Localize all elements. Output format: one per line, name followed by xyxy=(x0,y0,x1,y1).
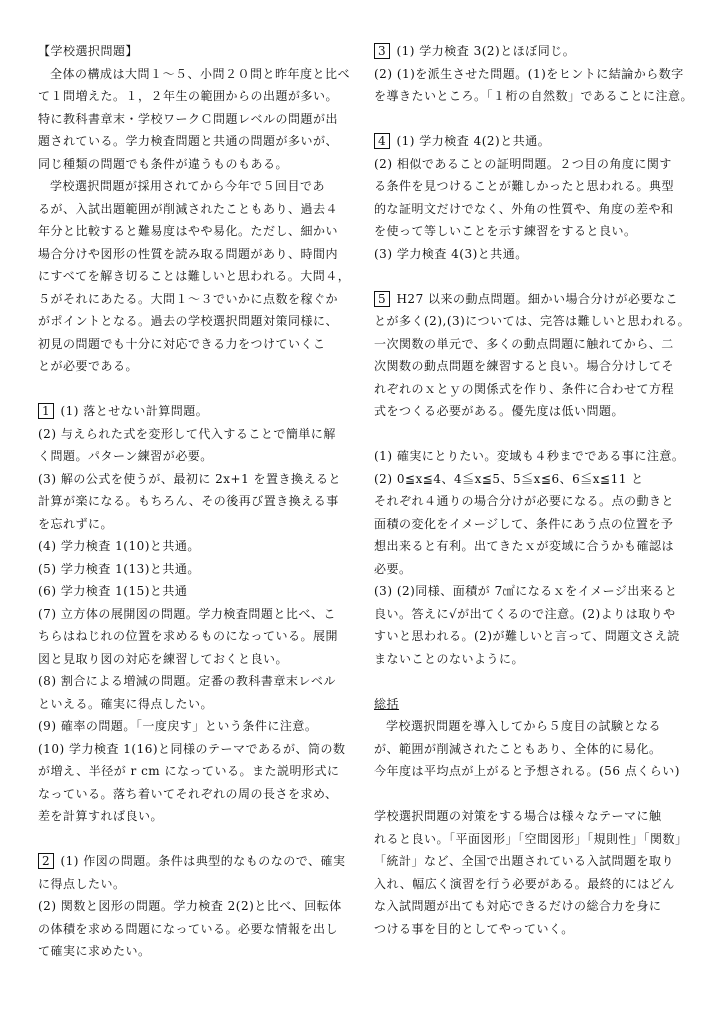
text-line xyxy=(374,738,686,761)
text-line xyxy=(38,445,354,468)
text-line xyxy=(374,558,686,581)
text-line xyxy=(38,805,354,828)
text-line xyxy=(38,490,354,513)
text-line xyxy=(38,850,354,873)
summary-paragraph-2 xyxy=(374,805,686,940)
section-heading: 【学校選択問題】 xyxy=(38,44,139,58)
right-column xyxy=(374,40,694,940)
text-line xyxy=(38,940,354,963)
line-text: ５がそれにあたる。大問１～３でいかに点数を稼ぐか xyxy=(38,291,339,306)
text-line xyxy=(38,220,354,243)
line-text: 次関数の動点問題を練習すると良い。場合分けしてそ xyxy=(374,359,675,373)
text-line xyxy=(38,198,354,221)
line-text: て１問増えた。１，２年生の範囲からの出題が多い。 xyxy=(38,89,339,103)
line-text: 同じ種類の問題でも条件が違うものもある。 xyxy=(38,156,289,171)
text-line xyxy=(374,175,686,198)
text-line xyxy=(374,333,686,356)
text-line xyxy=(374,153,686,176)
line-text: 初見の問題でも十分に対応できる力をつけていくこ xyxy=(38,336,326,351)
text-line xyxy=(38,625,354,648)
text-line xyxy=(374,760,686,783)
line-text: 場合分けや図形の性質を読み取る問題があり、時間内 xyxy=(38,246,339,261)
text-line xyxy=(38,130,354,153)
text-line xyxy=(374,513,686,536)
line-text: にすべてを解き切ることは難しいと思われる。大問４， xyxy=(38,269,351,283)
text-line xyxy=(38,535,354,558)
text-line xyxy=(374,805,686,828)
text-line xyxy=(38,288,354,311)
text-line xyxy=(374,198,686,221)
line-text: が増え、半径が r cm になっている。また説明形式に xyxy=(38,764,340,778)
text-line xyxy=(374,468,686,491)
line-text: 的な証明文だけでなく、外角の性質や、角度の差や和 xyxy=(374,201,674,216)
text-line xyxy=(38,783,354,806)
line-text: 計算が楽になる。もちろん、その後再び置き換える事 xyxy=(38,494,339,508)
line-text: (2) (1)を派生させた問題。(1)をヒントに結論から数字 xyxy=(374,66,684,81)
line-text: (7) 立方体の展開図の問題。学力検査問題と比べ、こ xyxy=(38,606,336,621)
left-column xyxy=(38,40,354,963)
text-line xyxy=(38,265,354,288)
text-line xyxy=(374,828,686,851)
line-text: (8) 割合による増減の問題。定番の教科書章末レベル xyxy=(38,674,336,688)
line-text: (10) 学力検査 1(16)と同様のテーマであるが、筒の数 xyxy=(38,741,346,756)
text-line xyxy=(38,715,354,738)
line-text: て確実に求めたい。 xyxy=(38,944,151,958)
line-text: (1) 確実にとりたい。変域も４秒までである事に注意。 xyxy=(374,449,685,463)
line-text: (1) 学力検査 3(2)とほぼ同じ。 xyxy=(396,44,576,58)
line-text: (1) 学力検査 4(2)と共通。 xyxy=(396,134,551,148)
text-line xyxy=(374,850,686,873)
line-text: (5) 学力検査 1(13)と共通。 xyxy=(38,561,200,576)
text-line xyxy=(374,445,686,468)
line-text: 年分と比較すると難易度はやや易化。ただし、細かい xyxy=(38,224,339,238)
text-line xyxy=(38,513,354,536)
text-line xyxy=(374,580,686,603)
text-line xyxy=(374,603,686,626)
line-text: (6) 学力検査 1(15)と共通 xyxy=(38,584,188,598)
question-number-box: 2 xyxy=(38,853,54,869)
text-line xyxy=(374,310,691,333)
line-text: 式をつくる必要がある。優先度は低い問題。 xyxy=(374,404,625,418)
text-line xyxy=(38,175,354,198)
line-text: 学校選択問題の対策をする場合は様々なテーマに触 xyxy=(374,809,662,823)
question-2-block xyxy=(38,850,354,963)
intro-paragraph-1 xyxy=(38,63,354,176)
text-line xyxy=(374,535,686,558)
text-line xyxy=(38,693,354,716)
line-text: なっている。落ち着いてそれぞれの周の長さを求め、 xyxy=(38,786,338,801)
line-text: れると良い。「平面図形」「空間図形」「規則性」「関数」 xyxy=(374,831,688,846)
intro-paragraph-2 xyxy=(38,175,354,378)
line-text: (4) 学力検査 1(10)と共通。 xyxy=(38,539,200,553)
question-number-box: 1 xyxy=(38,403,54,419)
text-line xyxy=(374,130,686,153)
line-text: 学校選択問題が採用されてから今年で５回目であ xyxy=(50,179,326,193)
text-line xyxy=(38,558,354,581)
line-text: 「統計」など、全国で出題されている入試問題を取り xyxy=(374,854,675,868)
line-text: (2) 相似であることの証明問題。２つ目の角度に関す xyxy=(374,156,672,171)
question-3-block xyxy=(374,40,694,108)
text-line xyxy=(374,85,694,108)
text-line xyxy=(374,918,686,941)
text-line xyxy=(374,400,686,423)
text-line xyxy=(38,580,354,603)
line-text: (9) 確率の問題。「一度戻す」という条件に注意。 xyxy=(38,719,318,733)
line-text: 一次関数の単元で、多くの動点問題に触れてから、二 xyxy=(374,336,674,351)
line-text: (2) 与えられた式を変形して代入することで簡単に解 xyxy=(38,426,336,441)
line-text: (3) (2)同様、面積が 7㎠になるｘをイメージ出来ると xyxy=(374,584,678,598)
line-text: (2) 関数と図形の問題。学力検査 2(2)と比べ、回転体 xyxy=(38,899,342,913)
line-text: それぞれ４通りの場合分けが必要になる。点の動きと xyxy=(374,494,675,508)
line-text: 今年度は平均点が上がると予想される。(56 点くらい) xyxy=(374,764,680,778)
text-line xyxy=(374,490,686,513)
text-line xyxy=(374,40,686,63)
line-text: まないことのないように。 xyxy=(374,651,525,666)
line-text: を使って等しいことを示す練習をすると良い。 xyxy=(374,224,637,238)
question-number-box: 5 xyxy=(374,291,390,307)
line-text: 全体の構成は大問１～５、小問２０問と昨年度と比べ xyxy=(50,66,351,81)
text-line xyxy=(38,670,354,693)
question-1-block xyxy=(38,400,354,828)
line-text: (3) 学力検査 4(3)と共通。 xyxy=(374,246,528,261)
line-text: る条件を見つけることが難しかったと思われる。典型 xyxy=(374,179,675,193)
text-line xyxy=(38,153,354,176)
text-line xyxy=(38,310,354,333)
line-text: 図と見取り図の対応を練習しておくと良い。 xyxy=(38,651,289,666)
line-text: を忘れずに。 xyxy=(38,516,114,531)
line-text: すいと思われる。(2)が難しいと言って、問題文さえ読 xyxy=(374,629,680,643)
line-text: 必要。 xyxy=(374,561,412,576)
text-line xyxy=(38,333,354,356)
text-line xyxy=(38,355,354,378)
line-text: 題されている。学力検査問題と共通の問題が多いが、 xyxy=(38,134,339,148)
text-line xyxy=(38,63,354,86)
question-5-subparts xyxy=(374,445,686,670)
line-text: がポイントとなる。過去の学校選択問題対策同様に、 xyxy=(38,314,339,328)
text-line xyxy=(38,108,354,131)
line-text: れぞれのｘとｙの関係式を作り、条件に合わせて方程 xyxy=(374,381,675,396)
text-line xyxy=(38,423,354,446)
line-text: といえる。確実に得点したい。 xyxy=(38,696,214,711)
line-text: に得点したい。 xyxy=(38,876,126,891)
line-text: の体積を求める問題になっている。必要な情報を出し xyxy=(38,921,339,936)
line-text: (1) 作図の問題。条件は典型的なものなので、確実 xyxy=(60,854,346,868)
text-line xyxy=(374,873,686,896)
text-line xyxy=(38,85,354,108)
text-line xyxy=(374,243,686,266)
line-text: 想出来ると有利。出てきたｘが変域に合うかも確認は xyxy=(374,539,675,553)
text-line xyxy=(374,378,686,401)
text-line xyxy=(374,625,686,648)
line-text: (1) 落とせない計算問題。 xyxy=(60,404,209,418)
line-text: とが必要である。 xyxy=(38,359,139,373)
line-text: H27 以来の動点問題。細かい場合分けが必要なこ xyxy=(396,291,679,306)
line-text: 差を計算すれば良い。 xyxy=(38,809,164,823)
line-text: 入れ、幅広く演習を行う必要がある。最終的にはどん xyxy=(374,876,675,891)
text-line xyxy=(374,288,686,311)
line-text: な入試問題が出ても対応できるだけの総合力を身に xyxy=(374,899,662,913)
line-text: 良い。答えに√が出てくるので注意。(2)よりは取りや xyxy=(374,606,676,621)
text-line xyxy=(38,243,354,266)
line-text: るが、入試出題範囲が削減されたこともあり、過去４ xyxy=(38,201,339,216)
text-line xyxy=(38,873,354,896)
text-line xyxy=(38,648,354,671)
text-line xyxy=(38,918,354,941)
line-text: く問題。パターン練習が必要。 xyxy=(38,449,213,463)
line-text: (3) 解の公式を使うが、最初に 2x+1 を置き換えると xyxy=(38,471,342,486)
text-line xyxy=(374,220,686,243)
line-text: つける事を目的としてやっていく。 xyxy=(374,921,574,936)
question-number-box: 4 xyxy=(374,133,390,149)
line-text: (2) 0≦x≦4、4≦x≦5、5≦x≦6、6≦x≦11 と xyxy=(374,471,644,486)
line-text: ちらはねじれの位置を求めるものになっている。展開 xyxy=(38,629,339,643)
line-text: を導きたいところ。「１桁の自然数」であることに注意。 xyxy=(374,89,694,103)
summary-paragraph-1 xyxy=(374,715,686,783)
line-text: 面積の変化をイメージして、条件にあう点の位置を予 xyxy=(374,516,674,531)
line-text: 学校選択問題を導入してから５度目の試験となる xyxy=(386,719,662,733)
question-number-box: 3 xyxy=(374,43,390,59)
text-line xyxy=(374,648,686,671)
text-line xyxy=(374,895,686,918)
text-line xyxy=(38,468,354,491)
line-text: 特に教科書章末・学校ワークＣ問題レベルの問題が出 xyxy=(38,111,339,126)
text-line xyxy=(374,715,686,738)
text-line xyxy=(38,895,354,918)
line-text: が、範囲が削減されたこともあり、全体的に易化。 xyxy=(374,741,662,756)
text-line xyxy=(38,603,354,626)
question-5-block xyxy=(374,288,691,423)
text-line xyxy=(374,355,686,378)
summary-title: 総括 xyxy=(374,696,400,711)
text-line xyxy=(38,400,354,423)
text-line xyxy=(38,760,354,783)
question-4-block xyxy=(374,130,686,265)
text-line xyxy=(38,738,354,761)
line-text: とが多く(2),(3)については、完答は難しいと思われる。 xyxy=(374,314,691,328)
text-line xyxy=(374,63,686,86)
